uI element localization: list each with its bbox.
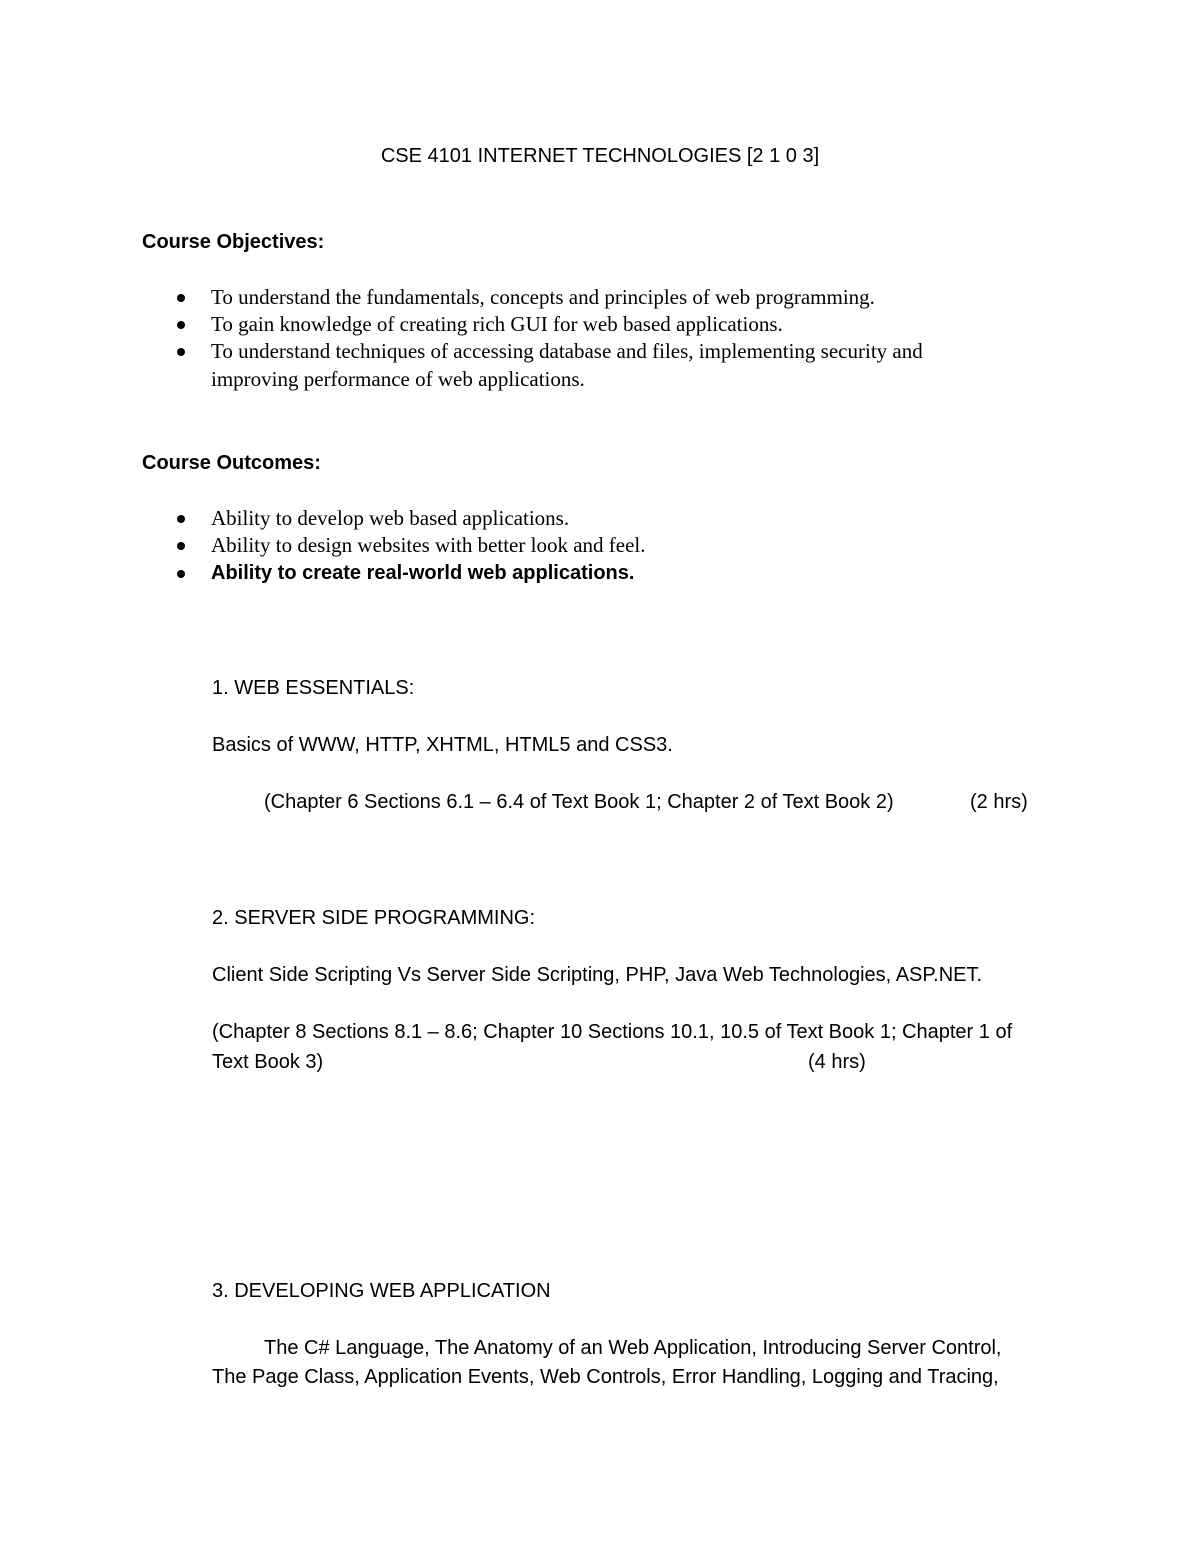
bullet-icon bbox=[177, 542, 185, 550]
unit-1-heading: 1. WEB ESSENTIALS: bbox=[212, 677, 415, 699]
unit-2-reference: (Chapter 8 Sections 8.1 – 8.6; Chapter 10 Sections 10.1, 10.5 of Text Book 1; Chapter 1 of bbox=[212, 1021, 1013, 1043]
unit-3-content: The C# Language, The Anatomy of an Web Application, Introducing Server Control, bbox=[264, 1337, 1002, 1359]
objective-item: To understand techniques of accessing database and files, implementing security and bbox=[211, 339, 923, 363]
objective-item: To understand the fundamentals, concepts and principles of web programming. bbox=[211, 285, 875, 309]
course-title: CSE 4101 INTERNET TECHNOLOGIES [2 1 0 3] bbox=[380, 145, 820, 167]
outcomes-heading: Course Outcomes: bbox=[142, 452, 321, 474]
objective-item-continuation: improving performance of web applications. bbox=[211, 367, 585, 391]
unit-1-reference: (Chapter 6 Sections 6.1 – 6.4 of Text Book 1; Chapter 2 of Text Book 2) bbox=[264, 791, 894, 813]
outcome-item: Ability to create real-world web applications. bbox=[211, 562, 635, 584]
objectives-heading: Course Objectives: bbox=[142, 231, 325, 253]
unit-3-heading: 3. DEVELOPING WEB APPLICATION bbox=[212, 1280, 551, 1302]
unit-2-content: Client Side Scripting Vs Server Side Scripting, PHP, Java Web Technologies, ASP.NET. bbox=[212, 964, 983, 986]
unit-2-heading: 2. SERVER SIDE PROGRAMMING: bbox=[212, 907, 536, 929]
outcome-item: Ability to design websites with better look and feel. bbox=[211, 533, 646, 557]
bullet-icon bbox=[177, 515, 185, 523]
unit-2-hours: (4 hrs) bbox=[808, 1051, 866, 1073]
unit-1-hours: (2 hrs) bbox=[970, 791, 1028, 813]
objective-item: To gain knowledge of creating rich GUI for web based applications. bbox=[211, 312, 783, 336]
unit-1-content: Basics of WWW, HTTP, XHTML, HTML5 and CSS3. bbox=[212, 734, 673, 756]
outcome-item: Ability to develop web based applications. bbox=[211, 506, 570, 530]
bullet-icon bbox=[177, 570, 185, 578]
unit-3-content-continuation: The Page Class, Application Events, Web Controls, Error Handling, Logging and Tracing, bbox=[212, 1366, 999, 1388]
bullet-icon bbox=[177, 321, 185, 329]
unit-2-reference-continuation: Text Book 3) bbox=[212, 1051, 324, 1073]
bullet-icon bbox=[177, 294, 185, 302]
bullet-icon bbox=[177, 348, 185, 356]
